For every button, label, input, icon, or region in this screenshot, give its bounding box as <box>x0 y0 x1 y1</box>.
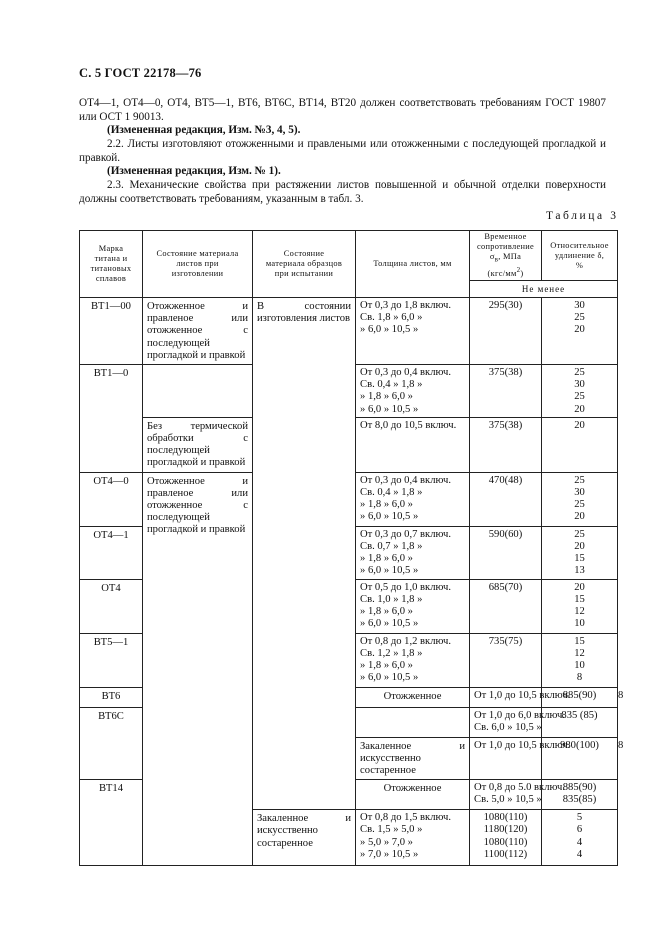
grade-cell: ВТ14 <box>80 780 143 866</box>
paragraph-2-2: 2.2. Листы изготовляют отожженными и правлеными или отожженными с последующей прогладкой и правкой. <box>79 138 606 164</box>
thickness-cell <box>470 687 571 707</box>
thickness-line: » 6,0 » 10,5 » <box>360 672 419 684</box>
thickness-line: Св. 0,7 » 1,8 » <box>360 540 423 552</box>
paragraph-steel-grades: ОТ4—1, ОТ4—0, ОТ4, ВТ5—1, ВТ6, ВТ6С, ВТ14, ВТ20 должен соответствовать требованиям ГОСТ 19807 или ОСТ 1 90013. <box>79 97 606 123</box>
elongation-line: 15 <box>574 552 585 564</box>
thickness-line: Св. 1,5 » 5,0 » <box>360 824 423 836</box>
elongation-line: 20 <box>574 403 585 415</box>
thickness-line: Св. 1,0 » 1,8 » <box>360 593 423 605</box>
elongation-cell <box>542 579 618 633</box>
manufacture-state-continuation <box>143 810 253 866</box>
thickness-cell <box>470 707 565 737</box>
grade-cell: ВТ5—1 <box>80 633 143 687</box>
thickness-line: От 1,0 до 10,5 включ. <box>474 739 571 751</box>
thickness-line: От 0,5 до 1,0 включ. <box>360 581 451 593</box>
test-state-cell: Отожженное <box>356 780 470 810</box>
page-header: С. 5 ГОСТ 22178—76 <box>79 66 202 80</box>
thickness-line: » 5,0 » 7,0 » <box>360 836 413 848</box>
thickness-line: » 6,0 » 10,5 » <box>360 403 419 415</box>
tensile-line: 835(85) <box>562 794 597 806</box>
elongation-line: 25 <box>574 528 585 540</box>
manufacture-state-cell <box>143 472 253 810</box>
elongation-line: 25 <box>574 367 585 379</box>
table-row <box>80 298 618 365</box>
manufacture-state-cell: Отожженное и правленое или отожженное с последующей прогладкой и правкой <box>143 298 253 365</box>
elongation-cell <box>542 365 618 418</box>
test-state-continuation <box>356 707 470 737</box>
tensile-cell: 885(90) <box>542 687 618 707</box>
thickness-line: » 7,0 » 10,5 » <box>360 848 419 860</box>
test-state-cell: Отожженное <box>356 687 470 707</box>
elongation-line: 30 <box>574 486 585 498</box>
thickness-cell <box>356 417 470 472</box>
test-state-as-made-text: В состоянии изготовления листов <box>257 301 351 325</box>
thickness-line: » 1,8 » 6,0 » <box>360 659 413 671</box>
grade-cell: ВТ6 <box>80 687 143 707</box>
elongation-line: 10 <box>574 618 585 630</box>
elongation-line: 4 <box>576 836 583 848</box>
thickness-line: » 1,8 » 6,0 » <box>360 391 413 403</box>
table-caption: Таблица 3 <box>546 210 619 222</box>
table-row: ВТ6 Отожженное От 1,0 до 10,5 включ. 885(90) 8 <box>80 687 618 707</box>
elongation-line: 10 <box>574 659 585 671</box>
tensile-cell: 685(70) <box>470 579 542 633</box>
thickness-line: Св. 0,4 » 1,8 » <box>360 379 423 391</box>
tensile-cell: 835 (85) <box>542 707 618 737</box>
manufacture-state-continuation <box>143 365 253 418</box>
grade-cell: ВТ1—00 <box>80 298 143 365</box>
elongation-line: 5 <box>576 812 583 824</box>
tensile-line: 1180(120) <box>483 824 528 836</box>
elongation-line: 12 <box>574 605 585 617</box>
tensile-cell: 590(60) <box>470 526 542 579</box>
tensile-cell: 735(75) <box>470 633 542 687</box>
thickness-line: Св. 6,0 » 10,5 » <box>474 721 542 733</box>
thickness-cell <box>356 810 470 866</box>
thickness-line: » 1,8 » 6,0 » <box>360 605 413 617</box>
tensile-cell: 295(30) <box>470 298 542 365</box>
grade-cell: ОТ4 <box>80 579 143 633</box>
header-not-less: Не менее <box>470 281 618 298</box>
tensile-cell: 980(100) <box>542 737 618 780</box>
grade-cell: ВТ6С <box>80 707 143 780</box>
elongation-line: 12 <box>574 647 585 659</box>
tensile-cell: 375(38) <box>470 417 542 472</box>
thickness-line: Св. 5,0 » 10,5 » <box>474 794 542 806</box>
thickness-line: От 0,8 до 1,2 включ. <box>360 635 451 647</box>
thickness-cell <box>470 737 571 780</box>
thickness-line: » 6,0 » 10,5 » <box>360 511 419 523</box>
elongation-line: 20 <box>574 324 585 336</box>
thickness-cell <box>356 579 470 633</box>
thickness-line: От 0,8 до 1,5 включ. <box>360 812 451 824</box>
elongation-line: 6 <box>576 824 583 836</box>
header-grade: Марка титана и титановых сплавов <box>80 231 143 298</box>
table-row <box>80 810 618 866</box>
thickness-cell <box>356 526 470 579</box>
header-manufacture-state: Состояние материала листов при изготовлении <box>143 231 253 298</box>
thickness-cell <box>470 780 565 810</box>
thickness-line: » 6,0 » 10,5 » <box>360 565 419 577</box>
header-elongation: Относительное удлинение δ, % <box>542 231 618 281</box>
thickness-cell <box>356 365 470 418</box>
elongation-line: 20 <box>574 581 585 593</box>
grade-cell: ОТ4—0 <box>80 472 143 526</box>
elongation-line: 8 <box>576 672 583 684</box>
elongation-line: 30 <box>574 379 585 391</box>
tensile-line: 885(90) <box>562 782 597 794</box>
grade-cell: ВТ1—0 <box>80 365 143 473</box>
thickness-cell <box>356 633 470 687</box>
manufacture-state-text: Отожженное и правленое или отожженное с последующей прогладкой и правкой <box>147 475 248 536</box>
elongation-cell <box>542 633 618 687</box>
amendment-note-2: (Измененная редакция, Изм. № 1). <box>107 165 281 177</box>
thickness-line: От 0,3 до 0,4 включ. <box>360 474 451 486</box>
elongation-line: 25 <box>574 498 585 510</box>
tensile-line: 1080(110) <box>483 812 528 824</box>
elongation-line: 15 <box>574 593 585 605</box>
elongation-line: 25 <box>574 312 585 324</box>
amendment-note-1: (Измененная редакция, Изм. №3, 4, 5). <box>107 124 301 136</box>
thickness-line: От 0,3 до 0,7 включ. <box>360 528 451 540</box>
thickness-line: От 1,0 до 10,5 включ. <box>474 689 571 701</box>
elongation-line: 25 <box>574 391 585 403</box>
tensile-line: 1080(110) <box>483 836 528 848</box>
elongation-line: 30 <box>574 300 585 311</box>
elongation-line: 25 <box>574 474 585 486</box>
thickness-line: Св. 1,2 » 1,8 » <box>360 647 423 659</box>
tensile-cell: 470(48) <box>470 472 542 526</box>
thickness-line: » 6,0 » 10,5 » <box>360 618 419 630</box>
elongation-line: 15 <box>574 635 585 647</box>
thickness-line: » 1,8 » 6,0 » <box>360 498 413 510</box>
thickness-line: » 6,0 » 10,5 » <box>360 324 419 336</box>
header-thickness: Толщина листов, мм <box>356 231 470 298</box>
test-state-as-made-cell <box>253 298 356 810</box>
paragraph-2-3: 2.3. Механические свойства при растяжении листов повышенной и обычной отделки поверхности должны соответствовать требованиям, указанным в табл. 3. <box>79 179 606 205</box>
thickness-line: Св. 1,8 » 6,0 » <box>360 312 423 324</box>
thickness-cell <box>356 472 470 526</box>
grade-cell: ОТ4—1 <box>80 526 143 579</box>
elongation-cell: 20 <box>542 417 618 472</box>
elongation-line: 20 <box>574 511 585 523</box>
thickness-cell <box>356 298 470 365</box>
elongation-cell <box>542 810 618 866</box>
test-state-cell: Закаленное и искусственно состаренное <box>356 737 470 780</box>
thickness-line: От 1,0 до 6,0 включ. <box>474 709 565 721</box>
elongation-cell <box>542 298 618 365</box>
tensile-cell <box>470 810 542 866</box>
manufacture-state-cell: Без термической обработки с последующей прогладкой и правкой <box>143 417 253 472</box>
elongation-cell <box>542 526 618 579</box>
mechanical-properties-table <box>79 230 624 866</box>
elongation-line: 13 <box>574 565 585 577</box>
thickness-line: От 8,0 до 10,5 включ. <box>360 419 457 431</box>
tensile-cell: 375(38) <box>470 365 542 418</box>
thickness-line: Св. 0,4 » 1,8 » <box>360 486 423 498</box>
thickness-line: От 0,3 до 1,8 включ. <box>360 300 451 311</box>
header-tensile-strength: Временное сопротивление $\sigma_в$, МПа $(кгс/мм^2)$ <box>470 231 542 281</box>
thickness-line: От 0,8 до 5.0 включ. <box>474 782 565 794</box>
elongation-line: 4 <box>576 848 583 860</box>
header-test-state: Состояние материала образцов при испытании <box>253 231 356 298</box>
elongation-cell <box>542 472 618 526</box>
table-row: Закаленное и искусственно состаренное От 1,0 до 10,5 включ. 980(100) 8 <box>80 737 618 780</box>
test-state-cell: Закаленное и искусственно состаренное <box>253 810 356 866</box>
tensile-line: 1100(112) <box>483 848 528 860</box>
thickness-line: От 0,3 до 0,4 включ. <box>360 367 451 379</box>
elongation-line: 20 <box>574 540 585 552</box>
thickness-line: » 1,8 » 6,0 » <box>360 552 413 564</box>
